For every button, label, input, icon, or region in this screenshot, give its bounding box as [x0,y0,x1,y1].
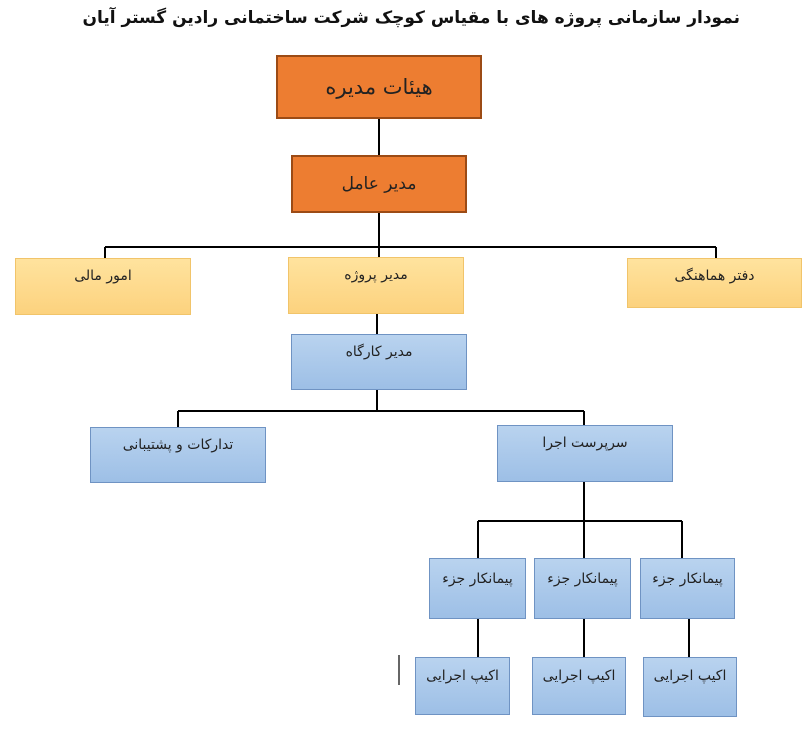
node-coordination-office-label: دفتر هماهنگی [674,268,755,284]
node-team-2 [532,657,626,715]
node-procurement [90,427,266,483]
node-ceo-label: مدیر عامل [341,174,417,194]
node-team-3 [643,657,737,717]
node-execution-supervisor [497,425,673,482]
node-board [276,55,482,119]
node-coordination-office [627,258,802,308]
node-board-label: هیئات مدیره [325,75,433,99]
node-subcontractor-label: پیمانکار جزء [547,571,618,587]
node-procurement-label: تدارکات و پشتیبانی [122,437,234,453]
node-finance-label: امور مالی [74,268,132,284]
node-finance [15,258,191,315]
node-project-manager-label: مدیر پروژه [344,267,408,283]
node-ceo [291,155,467,213]
node-site-manager [291,334,467,390]
node-subcontractor-2 [534,558,631,619]
node-site-manager-label: مدیر کارگاه [345,344,413,360]
node-project-manager [288,257,464,314]
node-subcontractor-3 [640,558,735,619]
chart-title: نمودار سازمانی پروژه های با مقیاس کوچک شرکت ساختمانی رادین گستر آیان [82,8,740,28]
node-subcontractor-1 [429,558,526,619]
node-subcontractor-label: پیمانکار جزء [652,571,723,587]
node-team-label: اکیپ اجرایی [542,668,616,684]
node-execution-supervisor-label: سرپرست اجرا [542,435,628,451]
node-subcontractor-label: پیمانکار جزء [442,571,513,587]
node-team-1 [415,657,510,715]
node-team-label: اکیپ اجرایی [653,668,727,684]
node-team-label: اکیپ اجرایی [426,668,499,684]
